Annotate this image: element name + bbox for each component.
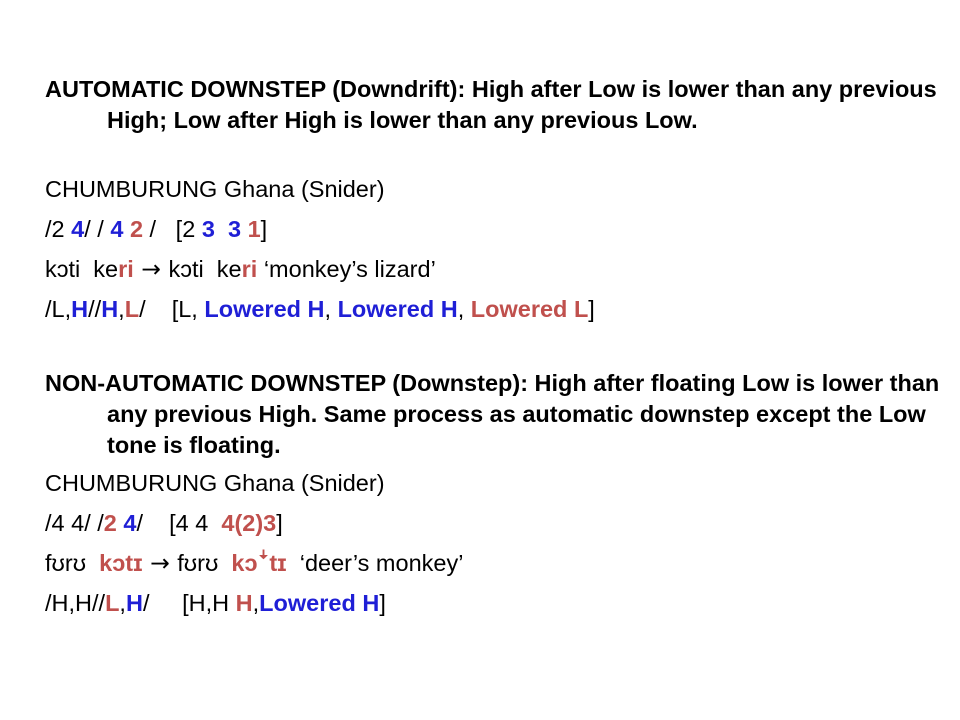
example-phrase-2 <box>45 548 463 579</box>
non-automatic-downstep-heading: NON-AUTOMATIC DOWNSTEP (Downstep): High after floating Low is lower than any previous High. Same process as automatic downstep except the Low tone is floating. <box>45 370 940 458</box>
downstep-mark: ꜜ <box>257 550 270 576</box>
analysis-seg: Lowered L <box>470 296 589 322</box>
analysis-seg: H <box>125 590 143 616</box>
language-label-1: CHUMBURUNG Ghana (Snider) <box>45 176 385 202</box>
analysis-seg: H <box>101 296 119 322</box>
analysis-seg: L <box>105 590 120 616</box>
tone-numbers-1 <box>45 214 267 245</box>
analysis-seg: Lowered H <box>259 590 380 616</box>
tone-seg: 3 <box>201 216 215 242</box>
tone-analysis-1 <box>45 294 595 325</box>
analysis-seg: / [L, <box>139 296 205 322</box>
analysis-seg: // <box>88 296 102 322</box>
analysis-seg: / [H,H <box>142 590 236 616</box>
analysis-seg: , <box>119 590 126 616</box>
tone-seg: ] <box>276 510 283 536</box>
analysis-seg: H <box>71 296 89 322</box>
automatic-downstep-heading: AUTOMATIC DOWNSTEP (Downdrift): High after Low is lower than any previous High; Low after High is lower than any previous Low. <box>45 76 937 133</box>
tone-seg: 4 <box>110 216 124 242</box>
analysis-seg: , <box>118 296 125 322</box>
tone-seg: 4 <box>123 510 137 536</box>
analysis-seg: H <box>235 590 253 616</box>
analysis-seg: /L, <box>45 296 72 322</box>
analysis-seg: Lowered H <box>337 296 458 322</box>
word-seg: kɔti ke <box>45 256 119 282</box>
word-seg: kɔ <box>231 550 258 576</box>
tone-numbers-2 <box>45 508 283 539</box>
tone-seg: / [4 4 <box>136 510 222 536</box>
word-seg: fʊrʊ <box>177 550 232 576</box>
analysis-seg: L <box>124 296 140 322</box>
analysis-seg: , <box>457 296 471 322</box>
tone-seg <box>215 216 228 242</box>
tone-seg: 2 <box>129 216 144 242</box>
tone-seg: 4 <box>71 216 85 242</box>
tone-seg: 3 <box>227 216 242 242</box>
word-seg: ri <box>241 256 258 282</box>
language-label-2: CHUMBURUNG Ghana (Snider) <box>45 470 385 496</box>
gloss: ‘monkey’s lizard’ <box>257 256 436 282</box>
analysis-seg: ] <box>379 590 386 616</box>
analysis-seg: Lowered H <box>204 296 325 322</box>
tone-seg: 4(2)3 <box>221 510 277 536</box>
tone-seg: 1 <box>247 216 261 242</box>
analysis-seg: ] <box>588 296 595 322</box>
word-seg: fʊrʊ <box>45 550 100 576</box>
right-arrow-icon: → <box>133 255 169 283</box>
example-phrase-1 <box>45 254 436 285</box>
tone-seg: / [2 <box>143 216 202 242</box>
tone-analysis-2 <box>45 588 386 619</box>
analysis-seg: , <box>252 590 260 616</box>
analysis-seg: , <box>324 296 338 322</box>
tone-seg: 2 <box>103 510 117 536</box>
analysis-seg: /H,H// <box>45 590 106 616</box>
right-arrow-icon: → <box>142 549 178 577</box>
word-seg: kɔtɪ <box>99 550 143 576</box>
word-seg: kɔti ke <box>168 256 242 282</box>
tone-seg: /4 4/ / <box>45 510 104 536</box>
tone-seg: / / <box>84 216 111 242</box>
tone-seg: /2 <box>45 216 72 242</box>
word-seg: tɪ <box>269 550 287 576</box>
tone-seg: ] <box>260 216 268 242</box>
word-seg: ri <box>118 256 134 282</box>
gloss: ‘deer’s monkey’ <box>286 550 464 576</box>
